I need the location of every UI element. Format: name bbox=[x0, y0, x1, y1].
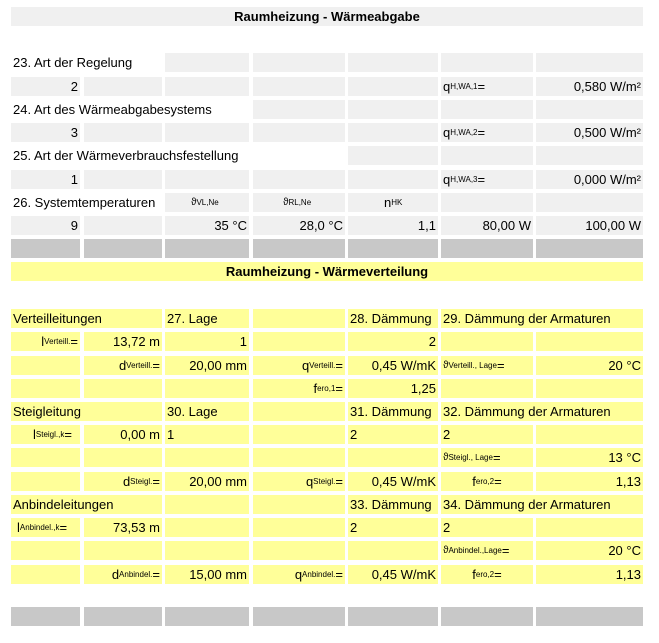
cell bbox=[165, 541, 249, 560]
power-value-1: 80,00 W bbox=[441, 216, 533, 235]
cell bbox=[348, 123, 438, 142]
separator bbox=[11, 607, 80, 626]
separator bbox=[348, 607, 438, 626]
daemmung-armaturen-32-value[interactable]: 2 bbox=[441, 425, 533, 444]
cell bbox=[348, 541, 438, 560]
cell bbox=[536, 379, 643, 398]
daemmung-28-value[interactable]: 2 bbox=[348, 332, 438, 351]
theta-verteill-lage-label: ϑ Verteill., Lage = bbox=[441, 356, 533, 375]
d-verteill-label: d Verteill. = bbox=[84, 356, 162, 375]
cell bbox=[165, 53, 249, 72]
cell bbox=[441, 332, 533, 351]
q-h-wa-1-label: q H,WA,1 = bbox=[441, 77, 533, 96]
cell bbox=[165, 518, 249, 537]
separator bbox=[11, 239, 80, 258]
label-steigleitung: Steigleitung bbox=[11, 402, 162, 421]
cell bbox=[441, 379, 533, 398]
f-ero-1-value: 1,25 bbox=[348, 379, 438, 398]
separator bbox=[536, 239, 643, 258]
cell bbox=[84, 379, 162, 398]
power-value-2: 100,00 W bbox=[536, 216, 643, 235]
cell bbox=[348, 448, 438, 467]
cell bbox=[441, 146, 533, 165]
cell bbox=[11, 472, 80, 491]
q-steigl-value: 0,45 W/mK bbox=[348, 472, 438, 491]
label-daemmung-28: 28. Dämmung bbox=[348, 309, 438, 328]
l-anbindel-label: l Anbindel.,k = bbox=[11, 518, 80, 537]
cell bbox=[536, 518, 643, 537]
separator bbox=[253, 607, 345, 626]
cell bbox=[165, 123, 249, 142]
cell bbox=[348, 100, 438, 119]
section-title-waermeverteilung: Raumheizung - Wärmeverteilung bbox=[11, 262, 643, 281]
label-anbindeleitungen: Anbindeleitungen bbox=[11, 495, 162, 514]
cell bbox=[253, 402, 345, 421]
f-ero-2-steigl-label: f ero,2 = bbox=[441, 472, 533, 491]
cell bbox=[11, 379, 80, 398]
f-ero-2-anbindel-value: 1,13 bbox=[536, 565, 643, 584]
cell bbox=[253, 541, 345, 560]
label-daemmung-armaturen-34: 34. Dämmung der Armaturen bbox=[441, 495, 643, 514]
cell bbox=[253, 100, 345, 119]
theta-anbindel-lage-label: ϑ Anbindel.,Lage = bbox=[441, 541, 533, 560]
cell bbox=[253, 77, 345, 96]
f-ero-1-label: f ero,1 = bbox=[253, 379, 345, 398]
cell bbox=[11, 356, 80, 375]
cell bbox=[348, 146, 438, 165]
cell bbox=[84, 123, 162, 142]
cell bbox=[253, 448, 345, 467]
cell bbox=[253, 518, 345, 537]
cell bbox=[253, 309, 345, 328]
d-verteill-value: 20,00 mm bbox=[165, 356, 249, 375]
f-ero-2-steigl-value: 1,13 bbox=[536, 472, 643, 491]
theta-rl-ne-value: 28,0 °C bbox=[253, 216, 345, 235]
cell bbox=[348, 53, 438, 72]
waermeabgabesystem-value[interactable]: 3 bbox=[11, 123, 80, 142]
l-verteill-label: l Verteill. = bbox=[11, 332, 80, 351]
cell bbox=[84, 448, 162, 467]
theta-steigl-lage-label: ϑ Steigl., Lage = bbox=[441, 448, 533, 467]
l-steigl-value: 0,00 m bbox=[84, 425, 162, 444]
label-systemtemperaturen: 26. Systemtemperaturen bbox=[13, 195, 156, 210]
q-anbindel-value: 0,45 W/mK bbox=[348, 565, 438, 584]
cell bbox=[11, 565, 80, 584]
cell bbox=[11, 448, 80, 467]
theta-verteill-lage-value: 20 °C bbox=[536, 356, 643, 375]
separator bbox=[253, 239, 345, 258]
daemmung-31-value[interactable]: 2 bbox=[348, 425, 438, 444]
cell bbox=[253, 53, 345, 72]
l-steigl-label: l Steigl.,k = bbox=[11, 425, 80, 444]
cell bbox=[84, 541, 162, 560]
cell bbox=[165, 448, 249, 467]
cell bbox=[253, 170, 345, 189]
separator bbox=[441, 239, 533, 258]
theta-steigl-lage-value: 13 °C bbox=[536, 448, 643, 467]
q-h-wa-2-label: q H,WA,2 = bbox=[441, 123, 533, 142]
q-verteill-value: 0,45 W/mK bbox=[348, 356, 438, 375]
label-waermeverbrauchsfestellung: 25. Art der Wärmeverbrauchsfestellung bbox=[13, 148, 239, 163]
l-verteill-value: 13,72 m bbox=[84, 332, 162, 351]
cell bbox=[348, 77, 438, 96]
label-lage-27: 27. Lage bbox=[165, 309, 249, 328]
cell bbox=[441, 193, 533, 212]
q-steigl-label: q Steigl. = bbox=[253, 472, 345, 491]
d-anbindel-value: 15,00 mm bbox=[165, 565, 249, 584]
cell bbox=[165, 379, 249, 398]
separator bbox=[165, 239, 249, 258]
q-anbindel-label: q Anbindel. = bbox=[253, 565, 345, 584]
n-hk-header: n HK bbox=[348, 193, 438, 212]
q-h-wa-1-value: 0,580 W/m² bbox=[536, 77, 643, 96]
n-hk-value: 1,1 bbox=[348, 216, 438, 235]
separator bbox=[348, 239, 438, 258]
cell bbox=[84, 77, 162, 96]
cell bbox=[536, 100, 643, 119]
cell bbox=[441, 53, 533, 72]
cell bbox=[253, 332, 345, 351]
theta-anbindel-lage-value: 20 °C bbox=[536, 541, 643, 560]
cell bbox=[165, 170, 249, 189]
cell bbox=[165, 77, 249, 96]
cell bbox=[536, 425, 643, 444]
d-steigl-value: 20,00 mm bbox=[165, 472, 249, 491]
lage-30-value[interactable]: 1 bbox=[165, 425, 249, 444]
cell bbox=[253, 425, 345, 444]
q-h-wa-3-label: q H,WA,3 = bbox=[441, 170, 533, 189]
cell bbox=[536, 146, 643, 165]
f-ero-2-anbindel-label: f ero,2 = bbox=[441, 565, 533, 584]
q-h-wa-3-value: 0,000 W/m² bbox=[536, 170, 643, 189]
label-daemmung-33: 33. Dämmung bbox=[348, 495, 438, 514]
label-daemmung-armaturen-29: 29. Dämmung der Armaturen bbox=[441, 309, 643, 328]
d-anbindel-label: d Anbindel. = bbox=[84, 565, 162, 584]
cell bbox=[441, 100, 533, 119]
waermeverbrauch-value[interactable]: 1 bbox=[11, 170, 80, 189]
cell bbox=[11, 541, 80, 560]
d-steigl-label: d Steigl. = bbox=[84, 472, 162, 491]
separator bbox=[84, 239, 162, 258]
separator bbox=[84, 607, 162, 626]
label-verteilleitungen: Verteilleitungen bbox=[11, 309, 162, 328]
systemtemperatur-value[interactable]: 9 bbox=[11, 216, 80, 235]
cell bbox=[536, 193, 643, 212]
theta-rl-ne-header: ϑ RL,Ne bbox=[253, 193, 345, 212]
cell bbox=[536, 53, 643, 72]
lage-27-value[interactable]: 1 bbox=[165, 332, 249, 351]
regelung-value[interactable]: 2 bbox=[11, 77, 80, 96]
cell bbox=[84, 170, 162, 189]
daemmung-armaturen-34-value[interactable]: 2 bbox=[441, 518, 533, 537]
label-daemmung-armaturen-32: 32. Dämmung der Armaturen bbox=[441, 402, 643, 421]
cell bbox=[348, 170, 438, 189]
label-lage-30: 30. Lage bbox=[165, 402, 249, 421]
daemmung-33-value[interactable]: 2 bbox=[348, 518, 438, 537]
cell bbox=[165, 495, 249, 514]
theta-vl-ne-header: ϑ VL,Ne bbox=[165, 193, 249, 212]
section-title-waermeabgabe: Raumheizung - Wärmeabgabe bbox=[11, 7, 643, 26]
cell bbox=[253, 495, 345, 514]
q-verteill-label: q Verteill. = bbox=[253, 356, 345, 375]
label-art-der-regelung: 23. Art der Regelung bbox=[13, 55, 133, 70]
label-daemmung-31: 31. Dämmung bbox=[348, 402, 438, 421]
cell bbox=[536, 332, 643, 351]
q-h-wa-2-value: 0,500 W/m² bbox=[536, 123, 643, 142]
cell bbox=[253, 123, 345, 142]
label-waermeabgabesystem: 24. Art des Wärmeabgabesystems bbox=[13, 102, 212, 117]
separator bbox=[441, 607, 533, 626]
l-anbindel-value: 73,53 m bbox=[84, 518, 162, 537]
separator bbox=[536, 607, 643, 626]
cell bbox=[84, 216, 162, 235]
theta-vl-ne-value: 35 °C bbox=[165, 216, 249, 235]
separator bbox=[165, 607, 249, 626]
